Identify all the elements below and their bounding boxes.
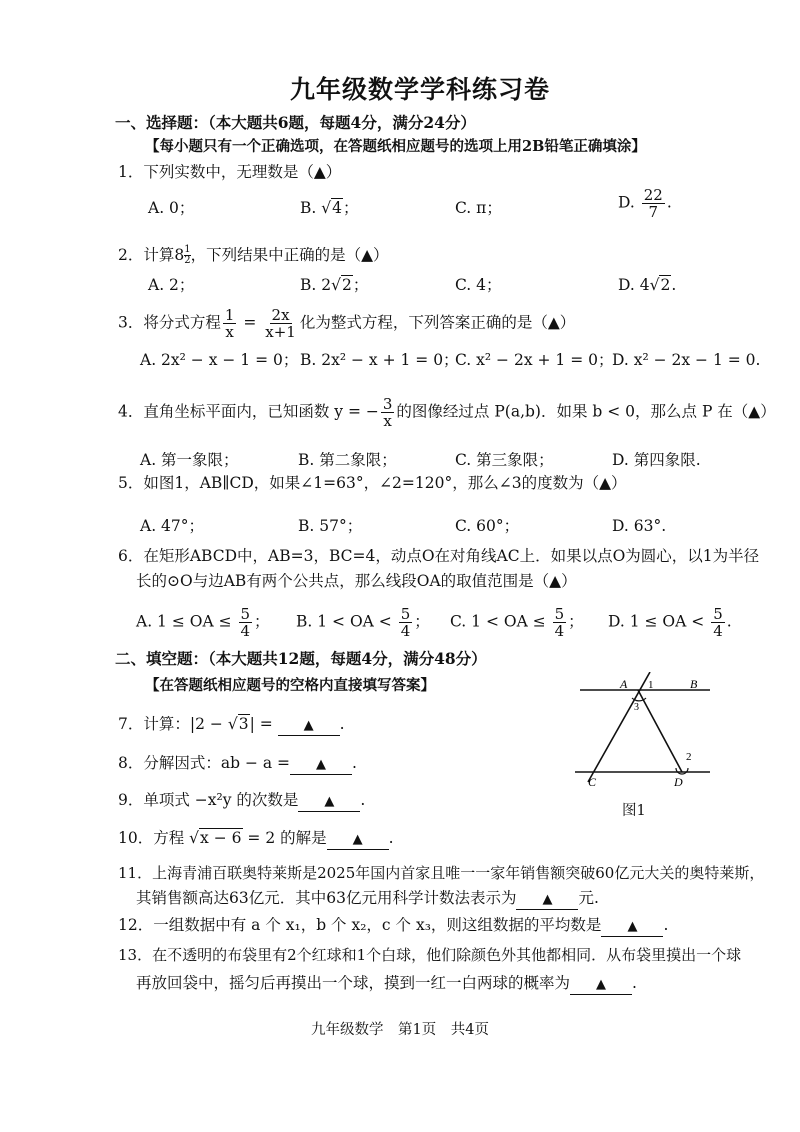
- q12-answer-blank: ▲: [601, 916, 663, 937]
- q11-line1: 11．上海青浦百联奥特莱斯是2025年国内首家且唯一一家年销售额突破60亿元大关的奥特莱斯，: [118, 864, 765, 882]
- section2-heading: 二、填空题：（本大题共12题，每题4分，满分48分）: [115, 649, 487, 668]
- page-title: 九年级数学学科练习卷: [289, 75, 550, 104]
- q6-option-b: B. 1 < OA < $\frac{5}{4}$ ；: [296, 605, 430, 640]
- q13-answer-blank: ▲: [570, 974, 632, 995]
- q11-line2: 其销售额高达63亿元．其中63亿元用科学计数法表示为 ▲ 元.: [136, 887, 599, 910]
- q2-option-c: C. 4；: [455, 276, 502, 294]
- label-d: D: [674, 775, 683, 789]
- page-footer: 九年级数学 第1页 共4页: [311, 1022, 489, 1038]
- q13-line1: 13．在不透明的布袋里有2个红球和1个白球，他们除颜色外其他都相同．从布袋里摸出一个球: [118, 946, 742, 964]
- q8-answer-blank: ▲: [290, 754, 352, 775]
- figure-1-caption: 图1: [622, 803, 646, 819]
- q6-option-d: D. 1 ≤ OA < $\frac{5}{4}$ .: [608, 605, 732, 640]
- q10: 10．方程 √x − 6 = 2 的解是 ▲ .: [118, 827, 394, 850]
- section1-instruction: 【每小题只有一个正确选项，在答题纸相应题号的选项上用2B铅笔正确填涂】: [145, 138, 646, 155]
- q5-option-d: D. 63°.: [612, 517, 667, 535]
- q3-option-d: D. x² − 2x − 1 = 0.: [612, 351, 761, 369]
- segment-ad: [638, 690, 682, 772]
- q4-option-a: A. 第一象限；: [140, 451, 239, 469]
- q2-option-d: D. 4√2.: [618, 276, 677, 294]
- label-b: B: [690, 677, 698, 691]
- q3-stem: 3．将分式方程 $\frac{1}{x}$ = $\frac{2x}{x+1}$ 化为整式方程，下列答案正确的是（▲）: [118, 306, 576, 341]
- q2-option-b: B. 2√2；: [300, 276, 369, 294]
- q3-option-a: A. 2x² − x − 1 = 0；: [140, 351, 299, 369]
- label-2: 2: [686, 751, 692, 763]
- label-c: C: [588, 775, 597, 789]
- label-1: 1: [648, 679, 654, 691]
- q5-option-a: A. 47°；: [140, 517, 205, 535]
- q1-option-b: B. √4；: [300, 199, 359, 217]
- q2-stem: 2．计算8 $^{\frac{1}{2}}$ ，下列结果中正确的是（▲）: [118, 244, 389, 266]
- q13-line2: 再放回袋中，摇匀后再摸出一个球，摸到一红一白两球的概率为 ▲ .: [136, 972, 637, 995]
- q5-option-c: C. 60°；: [455, 517, 520, 535]
- label-a: A: [620, 677, 628, 691]
- q4-option-c: C. 第三象限；: [455, 451, 554, 469]
- q1-option-c: C. π；: [455, 199, 502, 217]
- q1-option-a: A. 0；: [148, 199, 195, 217]
- section2-instruction: 【在答题纸相应题号的空格内直接填写答案】: [145, 677, 435, 694]
- q4-option-d: D. 第四象限.: [612, 451, 701, 469]
- q4-stem: 4．直角坐标平面内，已知函数 y = − $\frac{3}{x}$ 的图像经过点 P(a,b)．如果 b < 0，那么点 P 在（▲）: [118, 395, 776, 430]
- q10-answer-blank: ▲: [327, 829, 389, 850]
- q1-option-d: D. $\frac{22}{7}$ .: [618, 186, 672, 221]
- q2-option-a: A. 2；: [148, 276, 195, 294]
- q5-option-b: B. 57°；: [298, 517, 363, 535]
- q3-option-b: B. 2x² − x + 1 = 0；: [300, 351, 459, 369]
- q1-stem: 1．下列实数中，无理数是（▲）: [118, 163, 342, 181]
- q4-option-b: B. 第二象限；: [298, 451, 397, 469]
- q6-stem-line1: 6．在矩形ABCD中，AB=3，BC=4，动点O在对角线AC上．如果以点O为圆心，以1为半径: [118, 547, 760, 565]
- q6-option-c: C. 1 < OA ≤ $\frac{5}{4}$ ；: [450, 605, 584, 640]
- q3-option-c: C. x² − 2x + 1 = 0；: [455, 351, 614, 369]
- q9-answer-blank: ▲: [298, 791, 360, 812]
- q12: 12．一组数据中有 a 个 x₁，b 个 x₂，c 个 x₃，则这组数据的平均数是 ▲ .: [118, 914, 668, 937]
- q7-answer-blank: ▲: [278, 715, 340, 736]
- transversal-ac: [588, 672, 650, 782]
- q6-stem-line2: 长的⊙O与边AB有两个公共点，那么线段OA的取值范围是（▲）: [136, 572, 577, 590]
- q5-stem: 5．如图1，AB∥CD，如果∠1=63°，∠2=120°，那么∠3的度数为（▲）: [118, 474, 627, 492]
- q7: 7．计算：|2 − √3| = ▲ .: [118, 713, 345, 736]
- q8: 8．分解因式：ab − a = ▲ .: [118, 752, 357, 775]
- q9: 9．单项式 −x²y 的次数是 ▲ .: [118, 789, 365, 812]
- section1-heading: 一、选择题：（本大题共6题，每题4分，满分24分）: [115, 113, 476, 132]
- label-3: 3: [634, 702, 639, 713]
- q11-answer-blank: ▲: [516, 889, 578, 910]
- q6-option-a: A. 1 ≤ OA ≤ $\frac{5}{4}$ ；: [136, 605, 270, 640]
